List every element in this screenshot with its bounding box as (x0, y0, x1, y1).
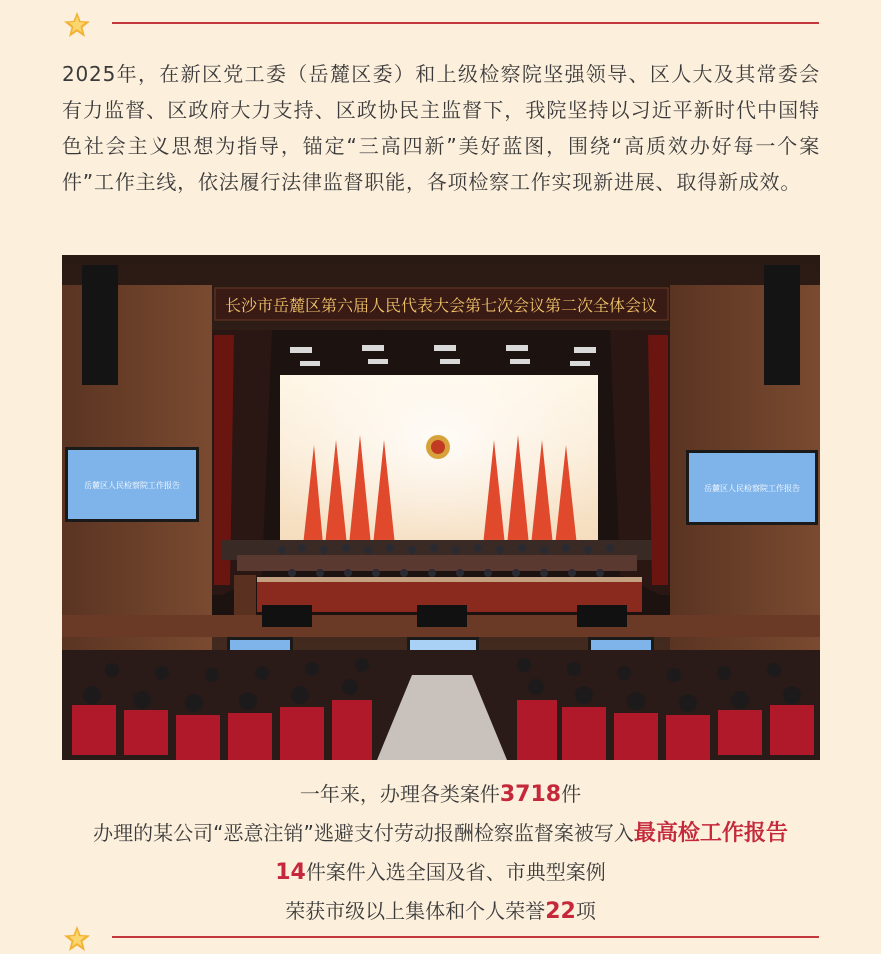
star-icon (62, 924, 92, 954)
top-divider (62, 10, 819, 34)
stat-honors-value: 22 (545, 899, 576, 924)
stat-cases-line (0, 775, 881, 814)
divider-line (112, 936, 819, 938)
screen-right-text: 岳麓区人民检察院工作报告 (704, 484, 800, 493)
stat-typical-value: 14 (275, 860, 306, 885)
stat-cases-text: 一年来，办理各类案件 (299, 782, 500, 806)
stat-report-text: 办理的某公司“恶意注销”逃避支付劳动报酬检察监督案被写入 (93, 821, 634, 845)
bottom-divider (62, 924, 819, 948)
stat-typical-text: 件案件入选全国及省、市典型案例 (305, 860, 606, 884)
stat-typical-line (0, 853, 881, 892)
banner-text: 长沙市岳麓区第六届人民代表大会第七次会议第二次全体会议 (224, 296, 658, 315)
stat-honors-text: 荣获市级以上集体和个人荣誉 (285, 899, 546, 923)
stat-cases-value: 3718 (499, 782, 562, 807)
stat-cases-unit: 件 (561, 782, 582, 806)
divider-line (112, 22, 819, 24)
stats-block (0, 775, 881, 931)
stat-honors-unit: 项 (575, 899, 596, 923)
intro-paragraph: 2025年，在新区党工委（岳麓区委）和上级检察院坚强领导、区人大及其常委会有力监督、区政府大力支持、区政协民主监督下，我院坚持以习近平新时代中国特色社会主义思想为指导，锚定“三高四新”美好蓝图，围绕“高质效办好每一个案件”工作主线，依法履行法律监督职能，各项检察工作实现新进展、取得新成效。 (62, 62, 820, 194)
stat-report-line (0, 814, 881, 853)
screen-left-text: 岳麓区人民检察院工作报告 (84, 481, 180, 490)
star-icon (62, 10, 92, 40)
stat-report-highlight: 最高检工作报告 (633, 821, 788, 846)
meeting-photo (62, 255, 820, 760)
